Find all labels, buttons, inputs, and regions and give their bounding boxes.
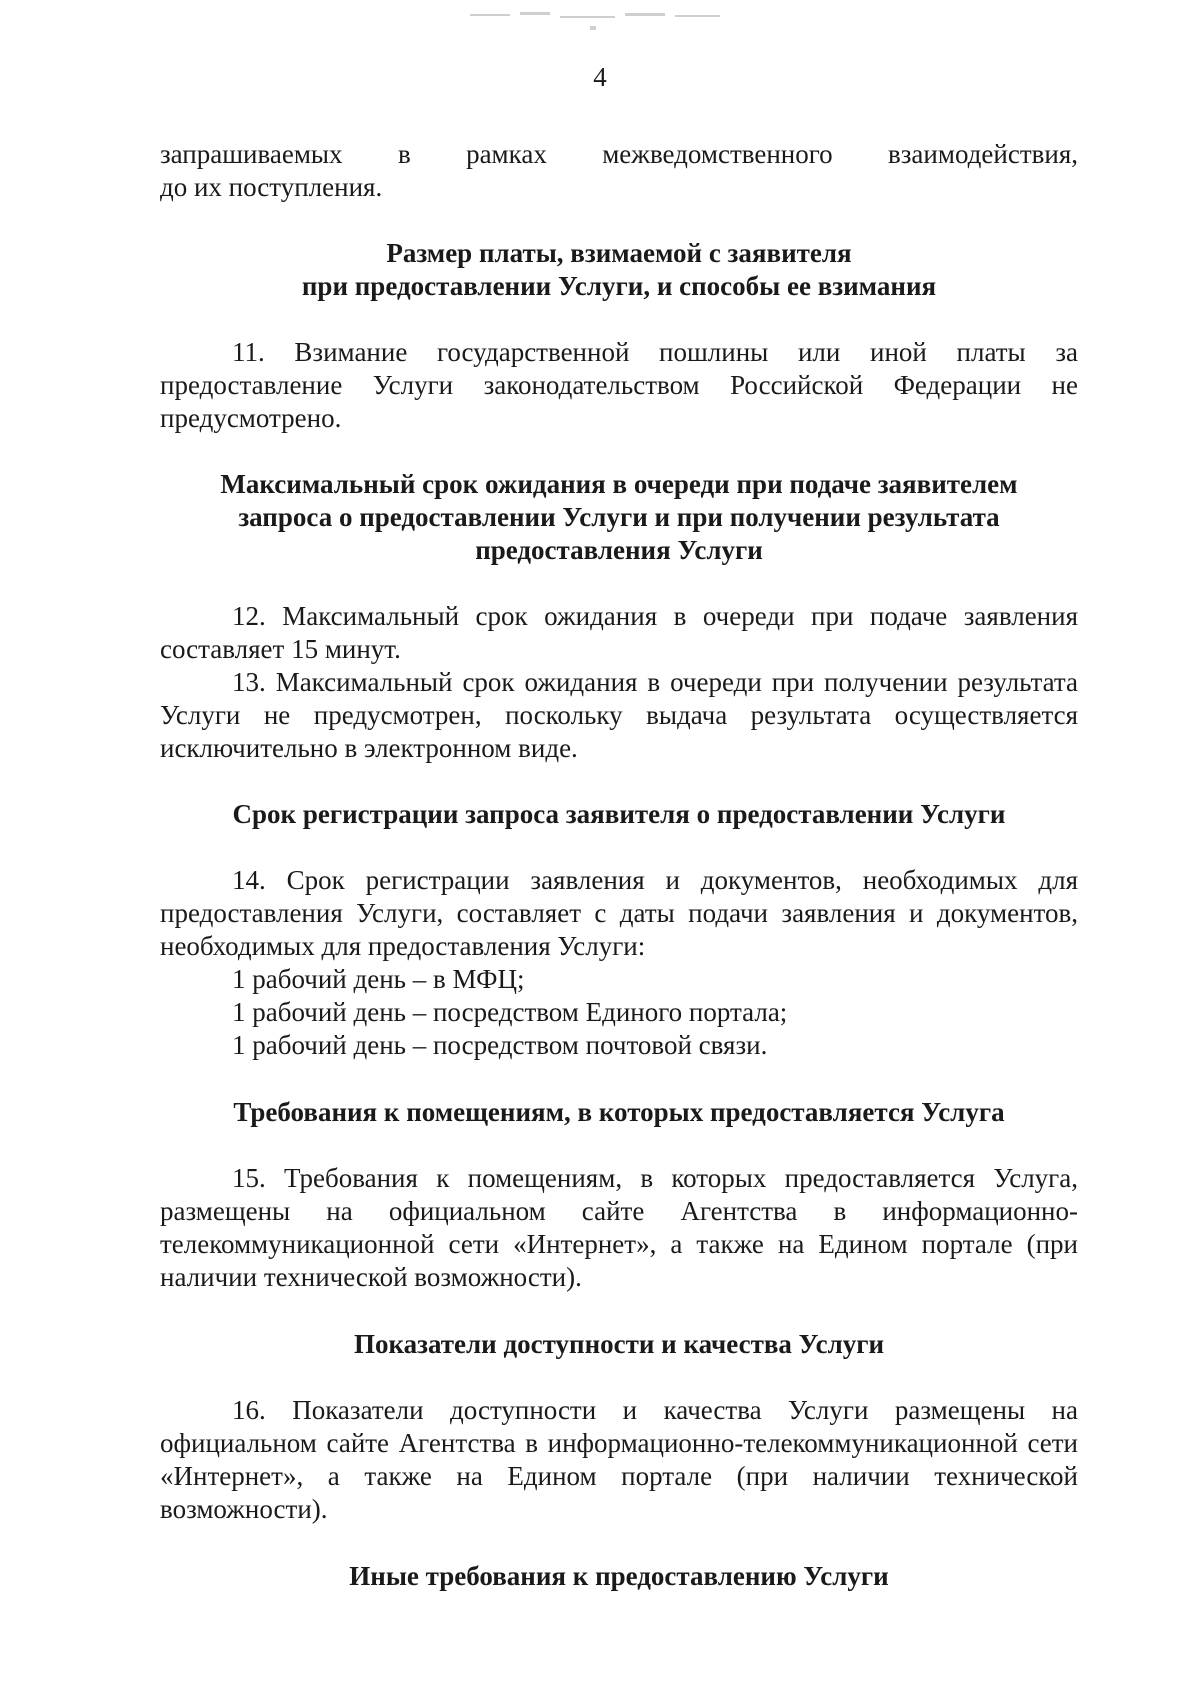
paragraph-16: 16. Показатели доступности и качества Услуги размещены на официальном сайте Агентства в информационно-телекоммуникационной сети «Интернет», а также на Едином портале (при наличии технической возможности). xyxy=(160,1395,1078,1524)
section-heading-fee: Размер платы, взимаемой с заявителя при предоставлении Услуги, и способы ее взимания xyxy=(301,238,937,301)
list-item: 1 рабочий день – в МФЦ; xyxy=(232,964,525,994)
section-heading-registration: Срок регистрации запроса заявителя о предоставлении Услуги xyxy=(232,799,1006,829)
section-heading-quality: Показатели доступности и качества Услуги xyxy=(353,1329,885,1359)
intro-line-1: запрашиваемых в рамках межведомственного взаимодействия, xyxy=(160,139,1078,169)
section-heading-other: Иные требования к предоставлению Услуги xyxy=(349,1561,889,1591)
document-body xyxy=(160,138,1078,1593)
page-number: 4 xyxy=(593,62,607,92)
section-heading-premises: Требования к помещениям, в которых предоставляется Услуга xyxy=(233,1097,1005,1127)
list-item: 1 рабочий день – посредством почтовой связи. xyxy=(232,1030,768,1060)
paragraph-15: 15. Требования к помещениям, в которых предоставляется Услуга, размещены на официальном сайте Агентства в информационно-телекоммуникационной сети «Интернет», а также на Едином портале (при наличии технической возможности). xyxy=(160,1163,1078,1292)
section-heading-queue: Максимальный срок ожидания в очереди при подаче заявителем запроса о предоставлении Услуги и при получении результата предоставления Услуги xyxy=(220,469,1018,565)
paragraph-13: 13. Максимальный срок ожидания в очереди при получении результата Услуги не предусмотрен, поскольку выдача результата осуществляется исключительно в электронном виде. xyxy=(160,667,1078,763)
scan-artifact xyxy=(460,4,760,34)
intro-line-2: до их поступления. xyxy=(160,172,383,202)
list-item: 1 рабочий день – посредством Единого портала; xyxy=(232,997,788,1027)
paragraph-14: 14. Срок регистрации заявления и документов, необходимых для предоставления Услуги, составляет с даты подачи заявления и документов, необходимых для предоставления Услуги: xyxy=(160,865,1078,961)
paragraph-11: 11. Взимание государственной пошлины или иной платы за предоставление Услуги законодательством Российской Федерации не предусмотрено. xyxy=(160,337,1078,433)
paragraph-12: 12. Максимальный срок ожидания в очереди при подаче заявления составляет 15 минут. xyxy=(160,601,1078,664)
